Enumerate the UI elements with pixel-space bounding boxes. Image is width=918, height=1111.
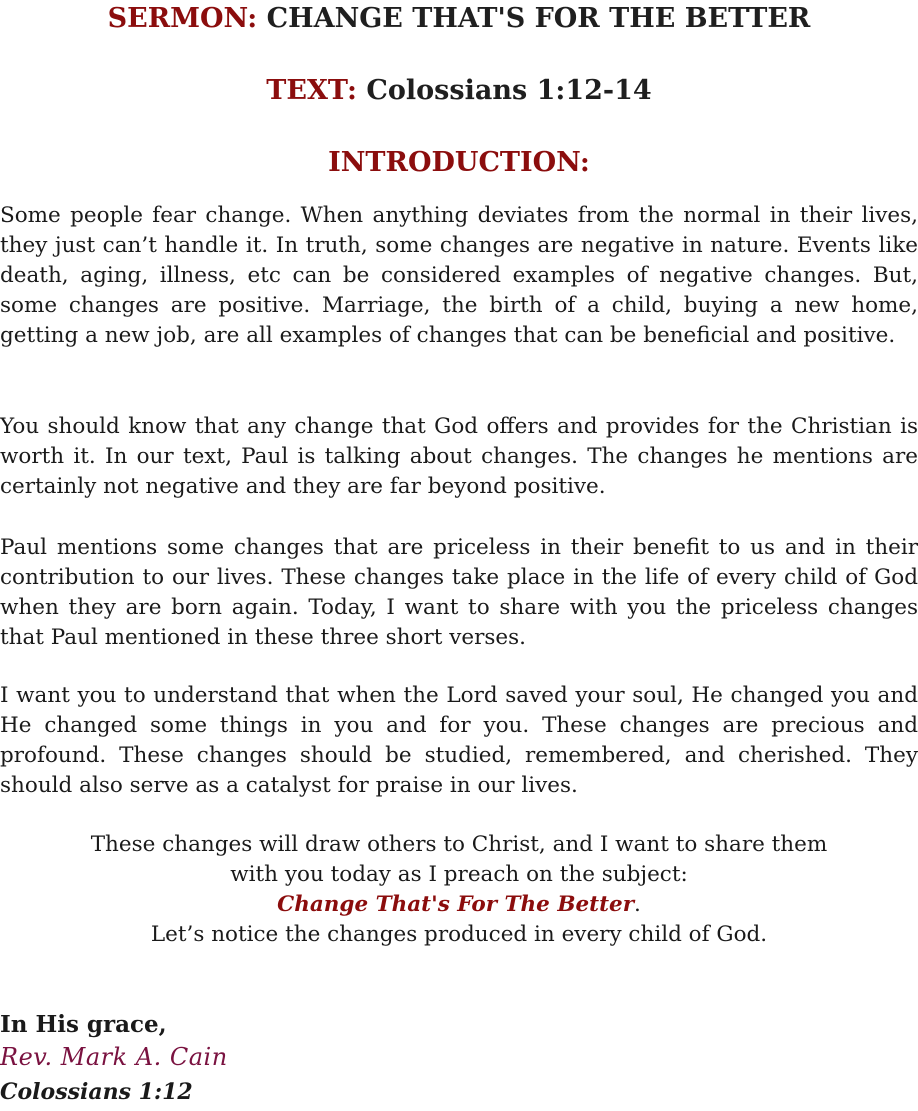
signature-name: Rev. Mark A. Cain: [0, 1043, 228, 1071]
closing-line-4: Let’s notice the changes produced in every child of God.: [150, 922, 768, 947]
sermon-title: CHANGE THAT'S FOR THE BETTER: [266, 3, 811, 34]
sermon-subject: Change That's For The Better: [277, 892, 635, 917]
text-reference: Colossians 1:12-14: [366, 75, 652, 106]
signature-reference: Colossians 1:12: [0, 1079, 193, 1105]
paragraph-4: I want you to understand that when the Lord saved your soul, He changed you and He changed some things in you and for you. These changes are precious and profound. These changes should be studied, remembered, and cherished. They should also serve as a catalyst for praise in our lives.: [0, 683, 918, 798]
text-label: TEXT:: [266, 75, 358, 106]
closing-line-2: with you today as I preach on the subject:: [230, 862, 688, 887]
paragraph-1: Some people fear change. When anything deviates from the normal in their lives, they just can’t handle it. In truth, some changes are negative in nature. Events like death, aging, illness, etc can be considered examples of negative changes. But, some changes are positive. Marriage, the birth of a child, buying a new home, getting a new job, are all examples of changes that can be beneficial and positive.: [0, 203, 918, 348]
subject-period: .: [634, 892, 641, 917]
paragraph-3: Paul mentions some changes that are priceless in their benefit to us and in their contribution to our lives. These changes take place in the life of every child of God when they are born again. Today, I want to share with you the priceless changes that Paul mentioned in these three short verses.: [0, 535, 918, 650]
closing-line-1: These changes will draw others to Christ, and I want to share them: [90, 832, 828, 857]
closing-block: [0, 830, 918, 950]
sermon-title-heading: [0, 2, 918, 36]
sermon-label: SERMON:: [107, 3, 258, 34]
paragraph-2: You should know that any change that God offers and provides for the Christian is worth it. In our text, Paul is talking about changes. The changes he mentions are certainly not negative and they are far beyond positive.: [0, 414, 918, 499]
text-reference-heading: [0, 74, 918, 108]
closing-subject-line: [0, 890, 918, 920]
signature-grace: In His grace,: [0, 1011, 167, 1038]
introduction-heading: INTRODUCTION:: [328, 147, 590, 178]
